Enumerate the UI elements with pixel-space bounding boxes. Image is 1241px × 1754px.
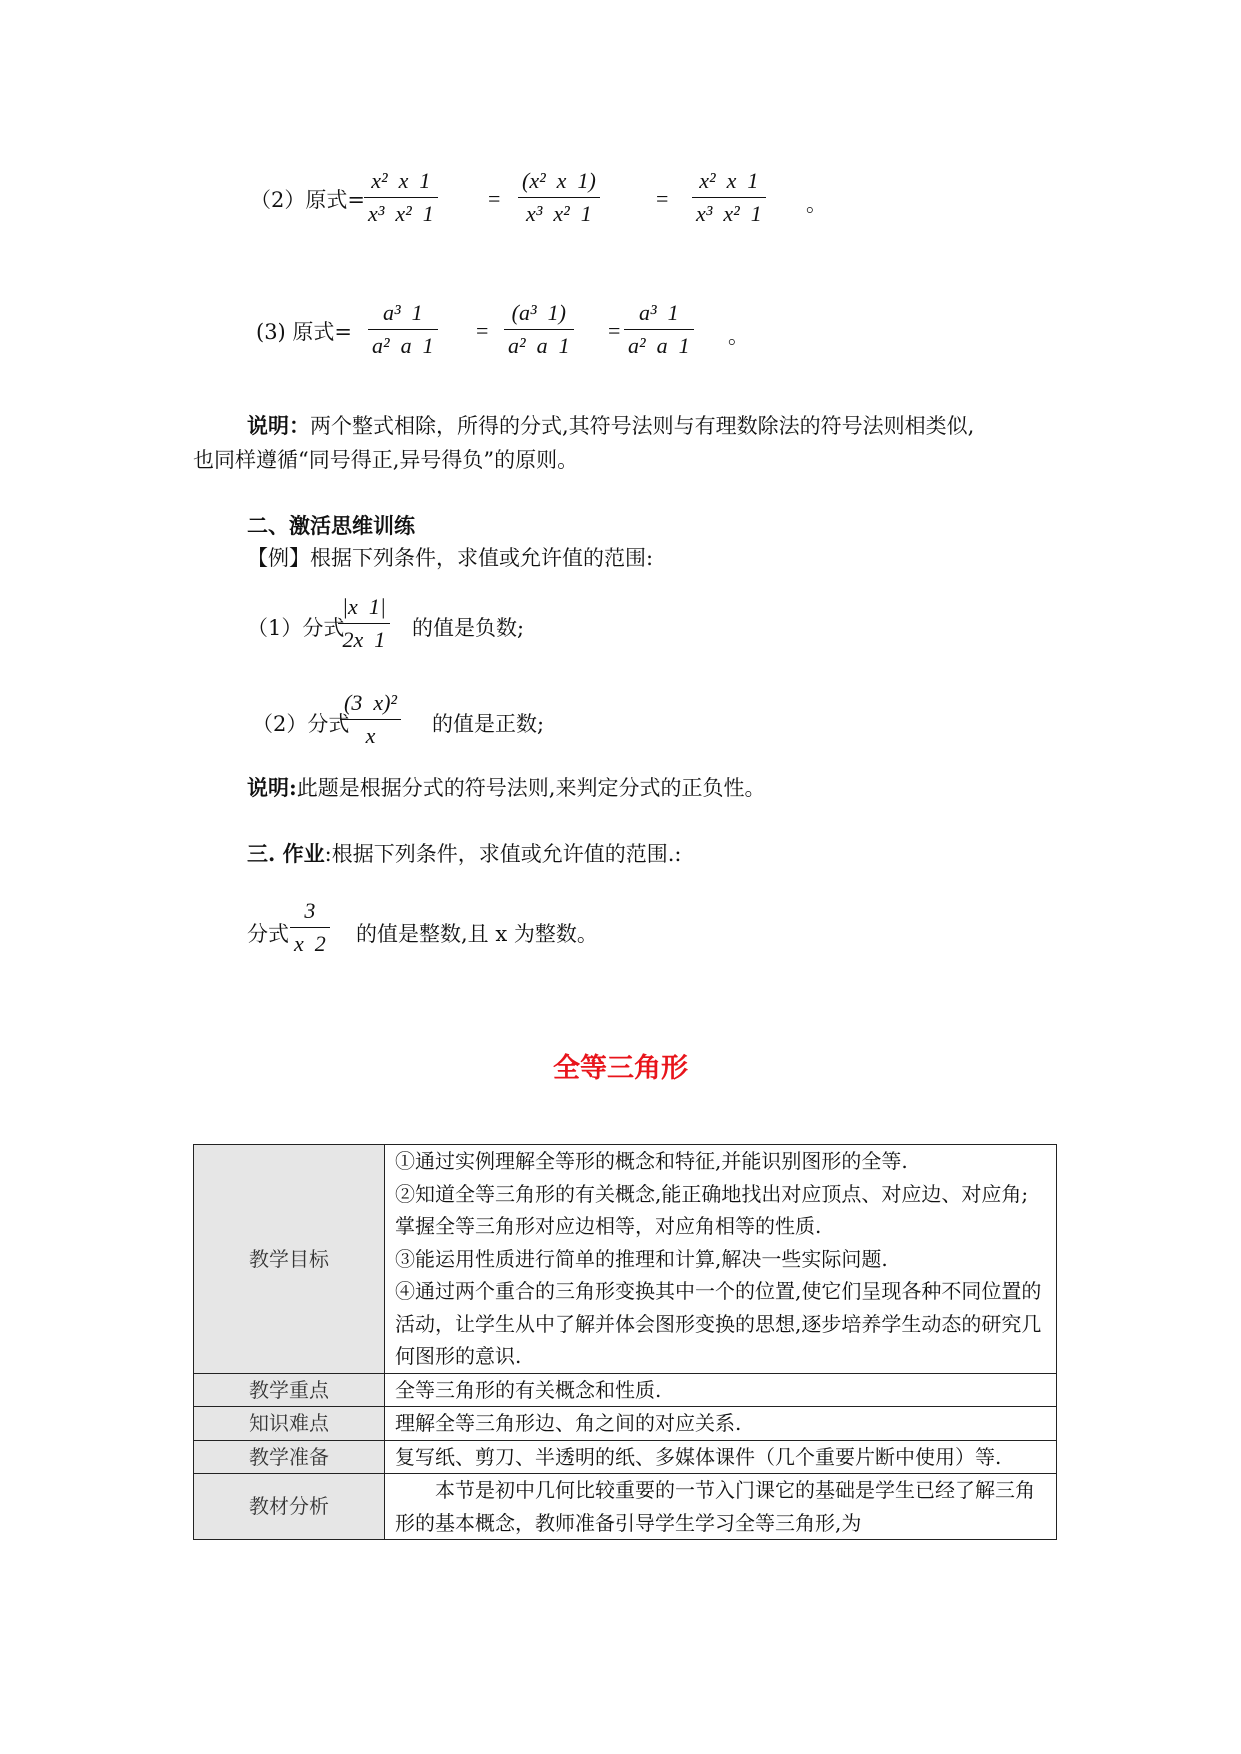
fraction-denominator: x³ x² 1 (368, 201, 434, 226)
equals-sign: = (476, 318, 489, 343)
table-row (194, 1474, 1057, 1540)
difficult-cell: 理解全等三角形边、角之间的对应关系. (385, 1407, 1057, 1441)
equals-sign: = (608, 318, 621, 343)
prep-label: 教学准备 (194, 1440, 385, 1474)
section-2-heading: 二、激活思维训练 (247, 513, 415, 538)
fraction-denominator: x³ x² 1 (526, 201, 592, 226)
equals-sign: = (488, 186, 501, 211)
question-2-fraction (340, 690, 401, 749)
problem-2-label: （2）原式= (250, 188, 365, 212)
table-row (194, 1145, 1057, 1374)
goal-item: ③能运用性质进行简单的推理和计算,解决一些实际问题. (395, 1246, 888, 1271)
goal-item: ②知道全等三角形的有关概念,能正确地找出对应顶点、对应边、对应角;掌握全等三角形对应边相等，对应角相等的性质. (395, 1181, 1029, 1238)
question-1-prefix: （1）分式 (247, 616, 345, 640)
fraction-denominator: a² a 1 (372, 333, 434, 358)
goal-item: ①通过实例理解全等形的概念和特征,并能识别图形的全等. (395, 1149, 908, 1173)
fraction-denominator: x 2 (294, 931, 326, 956)
question-2-prefix: （2）分式 (252, 712, 350, 736)
section-2-example: 【例】根据下列条件，求值或允许值的范围: (247, 546, 654, 570)
note-label: 说明: (247, 775, 297, 800)
fraction-numerator: |x 1| (342, 594, 386, 619)
note-text: 两个整式相除，所得的分式,其符号法则与有理数除法的符号法则相类似, (310, 414, 975, 438)
fraction-denominator: x³ x² 1 (696, 201, 762, 226)
equals-sign: = (656, 186, 669, 211)
fraction-denominator: x (365, 723, 376, 748)
goals-label: 教学目标 (194, 1145, 385, 1374)
note-text: 此题是根据分式的符号法则,来判定分式的正负性。 (296, 776, 766, 800)
fraction-numerator: a³ 1 (639, 300, 679, 325)
lesson-title: 全等三角形 (553, 1053, 688, 1084)
analysis-cell: 本节是初中几何比较重要的一节入门课它的基础是学生已经了解三角形的基本概念，教师准备引导学生学习全等三角形,为 (385, 1474, 1057, 1540)
prep-cell: 复写纸、剪刀、半透明的纸、多媒体课件（几个重要片断中使用）等. (385, 1440, 1057, 1474)
fraction-bar (290, 927, 330, 928)
fraction-numerator: x² x 1 (699, 168, 759, 193)
section-3-text: :根据下列条件，求值或允许值的范围.: (324, 842, 682, 866)
problem-3-fraction-1 (368, 300, 438, 359)
fraction-numerator: (x² x 1) (522, 168, 596, 193)
fraction-denominator: 2x 1 (342, 627, 386, 652)
section-3-heading: 三. 作业 (247, 841, 325, 866)
analysis-label: 教材分析 (194, 1474, 385, 1540)
note-2 (247, 774, 765, 802)
fraction-numerator: 3 (304, 898, 316, 923)
key-cell: 全等三角形的有关概念和性质. (385, 1373, 1057, 1407)
problem-3-fraction-3 (624, 300, 694, 359)
problem-3-fraction-2 (504, 300, 574, 359)
problem-2-fraction-2 (518, 168, 600, 227)
problem-2-end: 。 (806, 192, 827, 216)
lesson-plan-table (193, 1144, 1057, 1540)
fraction-bar (364, 197, 438, 198)
section-3-line (247, 840, 681, 868)
difficult-label: 知识难点 (194, 1407, 385, 1441)
problem-3-end: 。 (728, 324, 749, 348)
homework-fraction (290, 898, 330, 957)
fraction-numerator: (3 x)² (344, 690, 398, 715)
homework-suffix: 的值是整数,且 x 为整数。 (356, 922, 598, 946)
note-1-line-2: 也同样遵循“同号得正,异号得负”的原则。 (193, 448, 579, 472)
fraction-denominator: a² a 1 (508, 333, 570, 358)
problem-3-label: (3) 原式= (256, 320, 353, 344)
key-label: 教学重点 (194, 1373, 385, 1407)
fraction-bar (518, 197, 600, 198)
fraction-bar (504, 329, 574, 330)
note-label: 说明： (247, 413, 310, 438)
question-1-suffix: 的值是负数; (412, 616, 525, 640)
goals-cell (385, 1145, 1057, 1374)
question-2-suffix: 的值是正数; (432, 712, 545, 736)
fraction-denominator: a² a 1 (628, 333, 690, 358)
fraction-bar (338, 623, 390, 624)
table-row (194, 1407, 1057, 1441)
fraction-bar (624, 329, 694, 330)
problem-2-fraction-1 (364, 168, 438, 227)
fraction-numerator: x² x 1 (371, 168, 431, 193)
fraction-bar (692, 197, 766, 198)
fraction-bar (340, 719, 401, 720)
fraction-bar (368, 329, 438, 330)
fraction-numerator: (a³ 1) (511, 300, 566, 325)
table-row (194, 1373, 1057, 1407)
question-1-fraction (338, 594, 390, 653)
goal-item: ④通过两个重合的三角形变换其中一个的位置,使它们呈现各种不同位置的活动，让学生从中了解并体会图形变换的思想,逐步培养学生动态的研究几何图形的意识. (395, 1279, 1042, 1368)
note-1-line-1 (247, 412, 974, 440)
homework-prefix: 分式 (247, 922, 289, 946)
fraction-numerator: a³ 1 (383, 300, 423, 325)
table-row (194, 1440, 1057, 1474)
problem-2-fraction-3 (692, 168, 766, 227)
